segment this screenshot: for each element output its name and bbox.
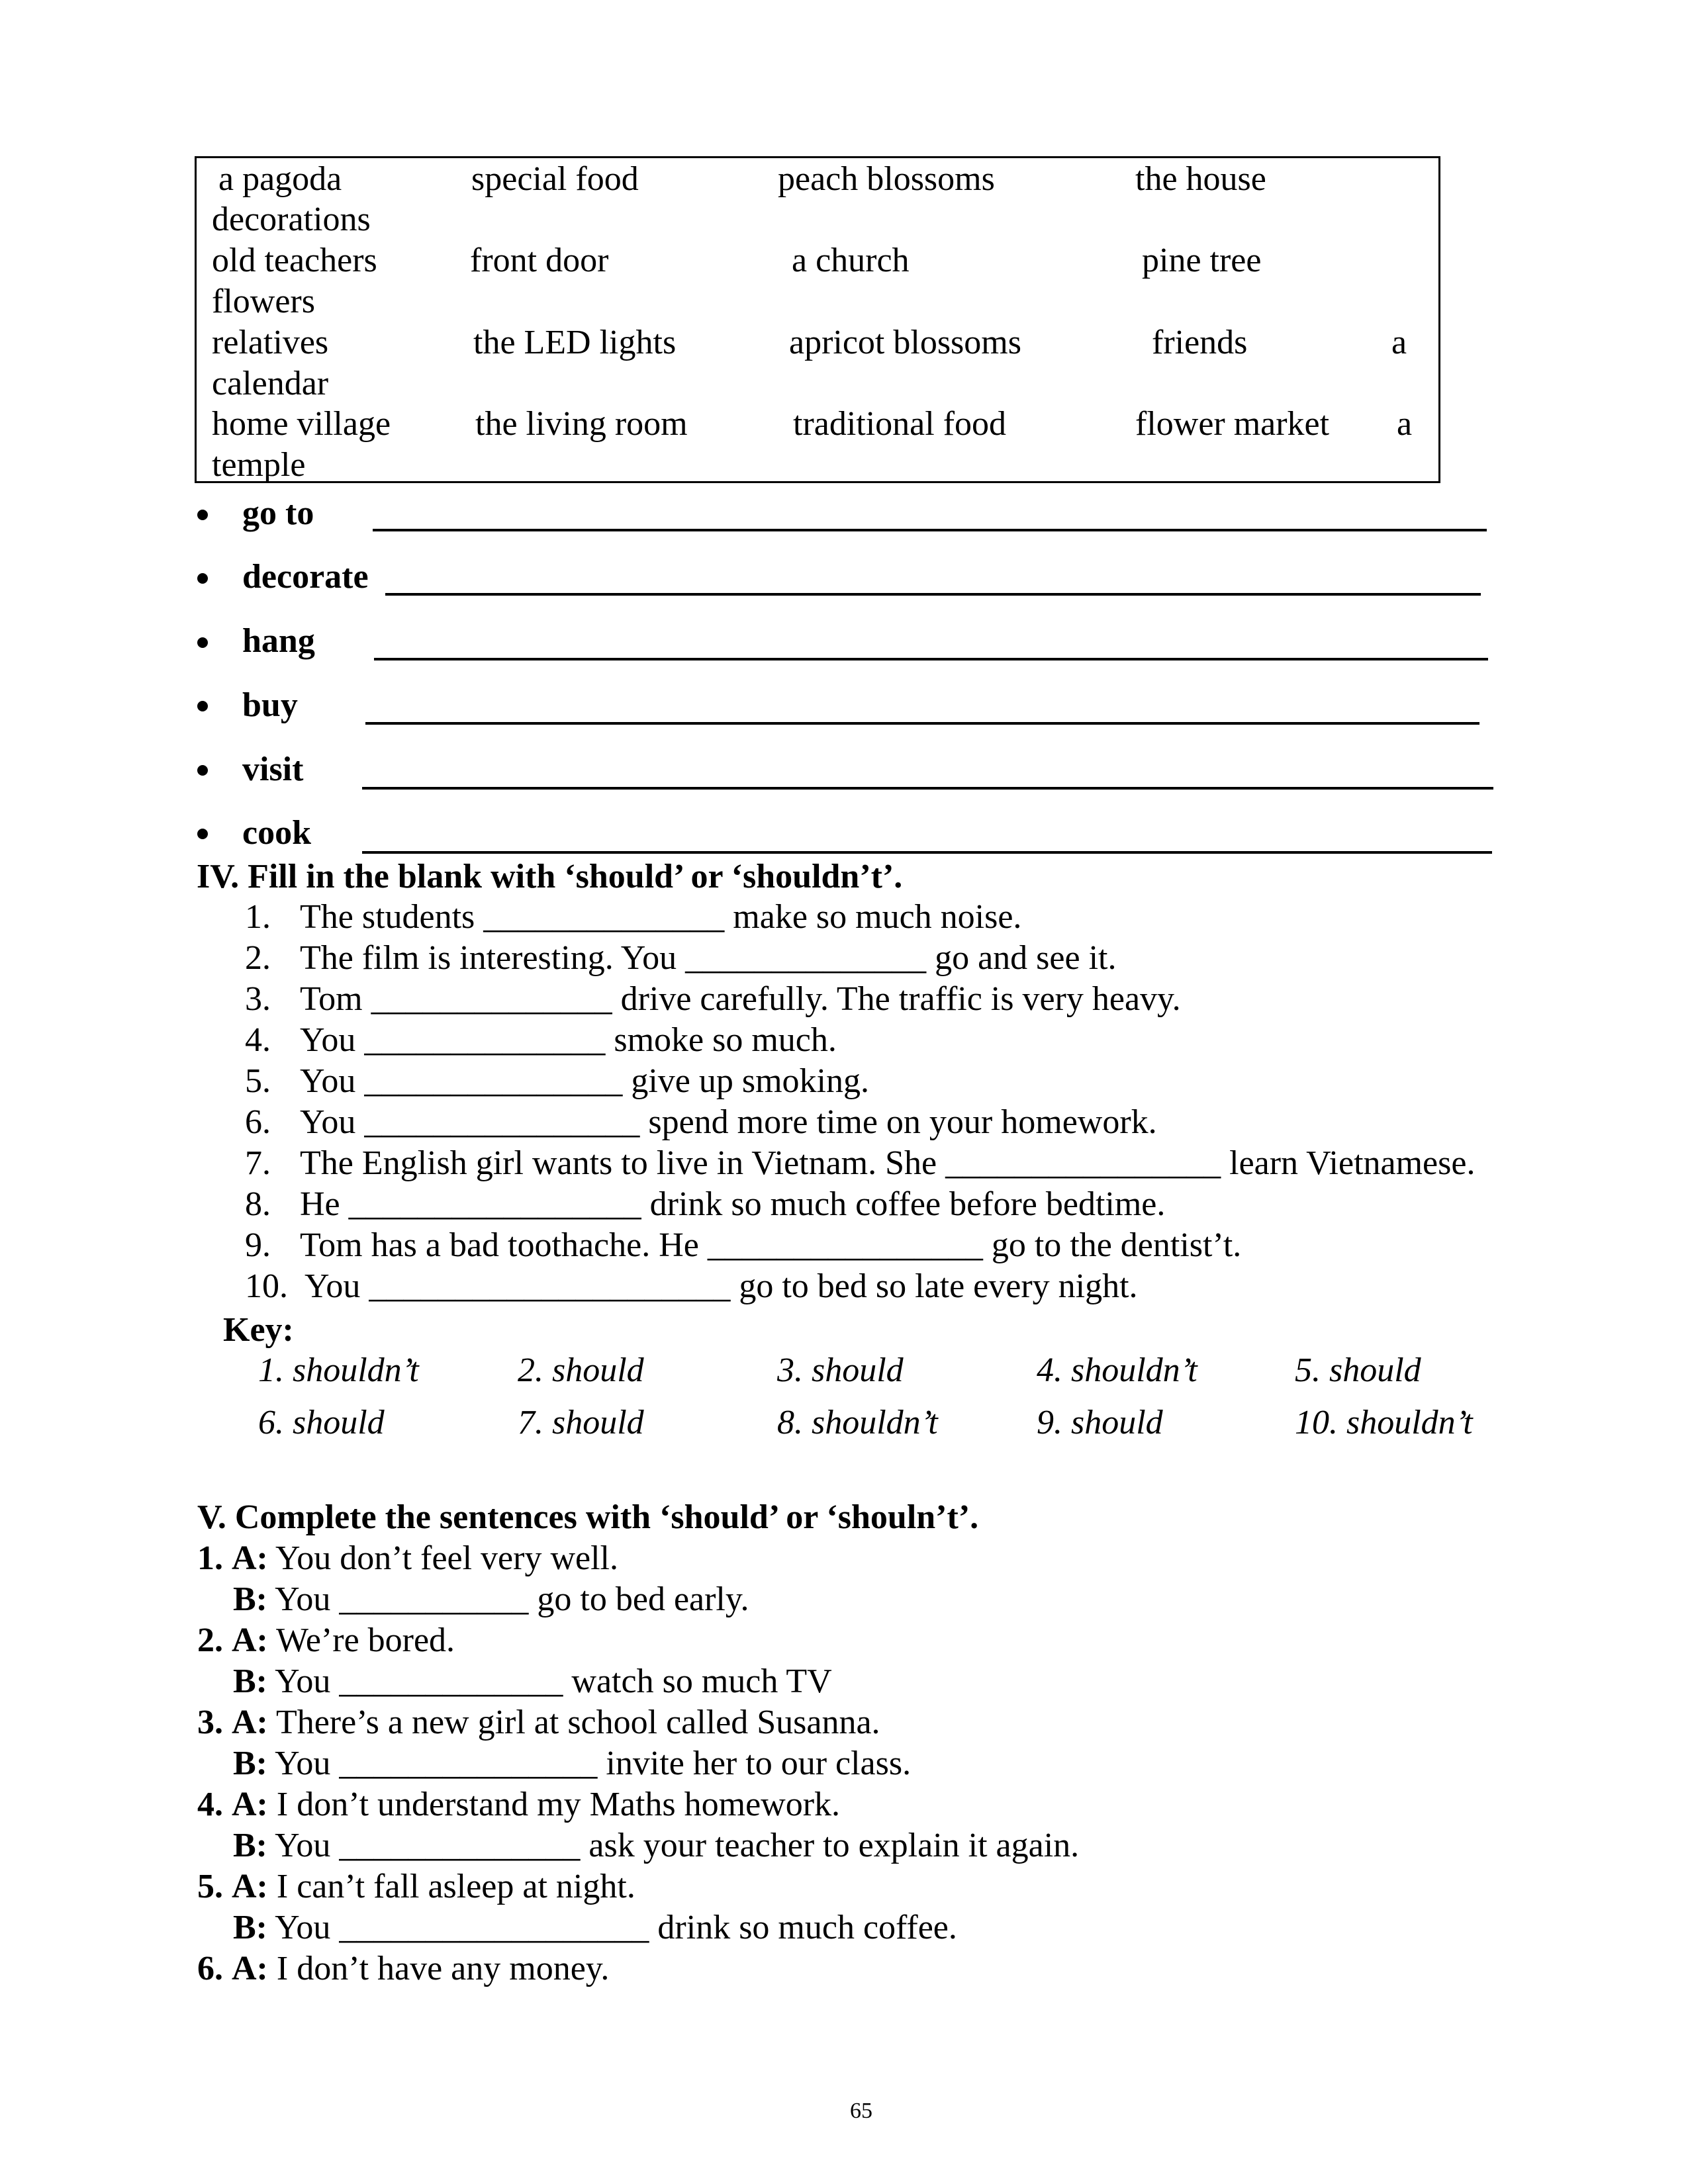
answer-key-item: 6. should — [258, 1404, 385, 1441]
vocab-word: home village — [212, 405, 391, 443]
vocab-word: temple — [212, 446, 306, 484]
answer-line[interactable] — [373, 529, 1487, 531]
answer-key-item: 8. shouldn’t — [777, 1404, 938, 1441]
bullet-icon — [197, 701, 208, 711]
speaker-a-text: I don’t understand my Maths homework. — [276, 1786, 841, 1823]
answer-key-label: Key: — [223, 1311, 294, 1349]
dialogue-b-line — [233, 1743, 911, 1784]
dialogue-a-line — [197, 1538, 618, 1579]
bullet-icon — [197, 637, 208, 648]
exercise-sentence: The students ______________ make so much noise. — [300, 898, 1022, 936]
exercise-number: 7. — [245, 1144, 271, 1182]
verb-label: go to — [242, 494, 314, 532]
dialogue-a-line — [197, 1866, 635, 1907]
dialogue-b-line — [233, 1579, 749, 1620]
speaker-b-label: B: — [233, 1662, 267, 1700]
bullet-icon — [197, 510, 208, 520]
section-iv-heading: IV. Fill in the blank with ‘should’ or ‘shouldn’t’. — [197, 858, 903, 895]
dialogue-a-line — [197, 1702, 880, 1743]
exercise-sentence: The film is interesting. You ______________ go and see it. — [300, 939, 1117, 977]
section-v-heading: V. Complete the sentences with ‘should’ or ‘shouln’t’. — [197, 1498, 979, 1536]
exercise-number: 10. — [245, 1267, 288, 1305]
speaker-a-label: A: — [232, 1868, 268, 1905]
vocab-word: a — [1397, 405, 1413, 443]
exercise-sentence: He _________________ drink so much coffee before bedtime. — [300, 1185, 1166, 1223]
exercise-sentence: Tom has a bad toothache. He ________________ go to the dentist’t. — [300, 1226, 1242, 1264]
answer-line[interactable] — [362, 851, 1492, 854]
verb-label: decorate — [242, 558, 369, 596]
dialogue-b-line — [233, 1661, 832, 1702]
answer-key-item: 4. shouldn’t — [1037, 1351, 1197, 1389]
vocab-word: pine tree — [1142, 242, 1262, 279]
answer-line[interactable] — [385, 593, 1481, 596]
vocab-word: peach blossoms — [778, 160, 995, 198]
answer-key-item: 7. should — [518, 1404, 644, 1441]
answer-key-item: 1. shouldn’t — [258, 1351, 419, 1389]
bullet-icon — [197, 829, 208, 839]
exercise-sentence: You ______________ smoke so much. — [300, 1021, 837, 1059]
vocab-word: the LED lights — [473, 324, 677, 361]
exercise-number: 1. — [245, 898, 271, 936]
dialogue-a-line — [197, 1784, 840, 1825]
exercise-number: 3. — [245, 980, 271, 1018]
answer-key-item: 5. should — [1295, 1351, 1421, 1389]
vocab-word: the house — [1135, 160, 1266, 198]
exercise-sentence: Tom ______________ drive carefully. The traffic is very heavy. — [300, 980, 1181, 1018]
dialogue-b-line — [233, 1825, 1079, 1866]
speaker-a-label: A: — [232, 1539, 268, 1577]
speaker-b-text: You _______________ invite her to our class. — [275, 1745, 912, 1782]
speaker-a-label: A: — [232, 1786, 268, 1823]
vocab-word: relatives — [212, 324, 329, 361]
answer-key-item: 10. shouldn’t — [1295, 1404, 1473, 1441]
answer-key-item: 9. should — [1037, 1404, 1163, 1441]
speaker-a-text: There’s a new girl at school called Susanna. — [275, 1704, 880, 1741]
exercise-sentence: You _______________ give up smoking. — [300, 1062, 870, 1100]
exercise-number: 8. — [245, 1185, 271, 1223]
verb-label: visit — [242, 751, 304, 788]
vocab-word: traditional food — [793, 405, 1007, 443]
speaker-a-text: We’re bored. — [275, 1621, 455, 1659]
exercise-number: 6. — [245, 1103, 271, 1141]
verb-label: cook — [242, 814, 311, 852]
vocab-word: friends — [1152, 324, 1248, 361]
answer-line[interactable] — [365, 722, 1479, 725]
dialogue-number: 1. — [197, 1539, 223, 1577]
speaker-b-text: You ______________ ask your teacher to explain it again. — [275, 1827, 1080, 1864]
dialogue-b-line — [233, 1907, 957, 1948]
exercise-number: 9. — [245, 1226, 271, 1264]
exercise-sentence: You ________________ spend more time on your homework. — [300, 1103, 1157, 1141]
speaker-a-text: I don’t have any money. — [276, 1950, 610, 1987]
vocab-word: special food — [471, 160, 639, 198]
speaker-b-text: You ___________ go to bed early. — [275, 1580, 749, 1618]
speaker-a-label: A: — [232, 1621, 268, 1659]
exercise-sentence: You _____________________ go to bed so late every night. — [305, 1267, 1138, 1305]
dialogue-a-line — [197, 1948, 609, 1989]
vocab-word: calendar — [212, 365, 329, 402]
speaker-a-text: I can’t fall asleep at night. — [276, 1868, 635, 1905]
dialogue-number: 2. — [197, 1621, 223, 1659]
dialogue-number: 6. — [197, 1950, 223, 1987]
vocab-word: a church — [792, 242, 910, 279]
speaker-b-text: You _____________ watch so much TV — [275, 1662, 832, 1700]
bullet-icon — [197, 573, 208, 584]
speaker-b-label: B: — [233, 1580, 267, 1618]
dialogue-number: 5. — [197, 1868, 223, 1905]
vocab-word: a — [1391, 324, 1407, 361]
vocab-word: apricot blossoms — [789, 324, 1021, 361]
verb-label: hang — [242, 622, 315, 660]
page-number: 65 — [850, 2099, 872, 2123]
speaker-a-text: You don’t feel very well. — [275, 1539, 618, 1577]
verb-label: buy — [242, 686, 298, 724]
vocab-word: old teachers — [212, 242, 377, 279]
vocab-word: flowers — [212, 283, 315, 320]
speaker-b-label: B: — [233, 1909, 267, 1946]
exercise-number: 4. — [245, 1021, 271, 1059]
answer-line[interactable] — [362, 787, 1493, 790]
speaker-a-label: A: — [232, 1704, 268, 1741]
answer-key-item: 2. should — [518, 1351, 644, 1389]
dialogue-number: 3. — [197, 1704, 223, 1741]
dialogue-a-line — [197, 1620, 455, 1661]
answer-line[interactable] — [374, 658, 1488, 660]
vocab-word: decorations — [212, 201, 371, 238]
exercise-number: 2. — [245, 939, 271, 977]
speaker-a-label: A: — [232, 1950, 268, 1987]
bullet-icon — [197, 765, 208, 776]
vocab-word: front door — [470, 242, 609, 279]
exercise-sentence: The English girl wants to live in Vietnam. She ________________ learn Vietnamese. — [300, 1144, 1476, 1182]
vocab-word: flower market — [1135, 405, 1330, 443]
vocab-word: a pagoda — [218, 160, 342, 198]
exercise-number: 5. — [245, 1062, 271, 1100]
speaker-b-label: B: — [233, 1745, 267, 1782]
speaker-b-text: You __________________ drink so much coffee. — [275, 1909, 957, 1946]
answer-key-item: 3. should — [777, 1351, 904, 1389]
vocab-word: the living room — [475, 405, 688, 443]
speaker-b-label: B: — [233, 1827, 267, 1864]
dialogue-number: 4. — [197, 1786, 223, 1823]
